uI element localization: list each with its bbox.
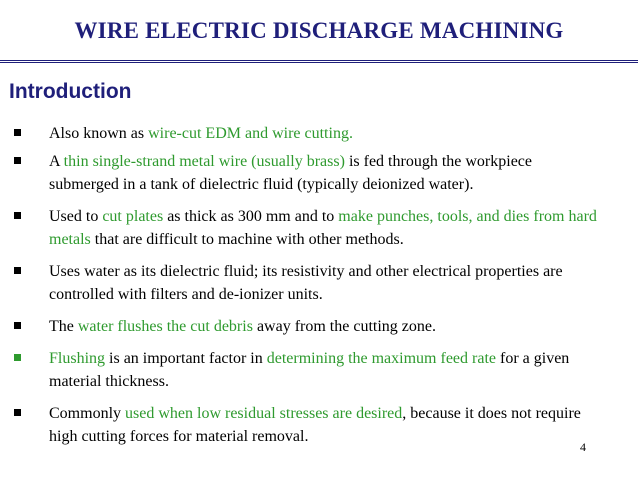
highlighted-text: water flushes the cut debris xyxy=(77,318,253,335)
highlighted-text: make punches, tools, and dies from hard metals xyxy=(49,208,597,248)
bullet-item xyxy=(0,315,638,338)
bullet-text: that are difficult to machine with other methods. xyxy=(90,231,404,248)
bullet-text: for a given material thickness. xyxy=(49,350,570,390)
bullet-item xyxy=(0,205,638,251)
bullet-text: as thick as 300 mm and to xyxy=(163,208,339,225)
bullet-item xyxy=(0,122,638,145)
bullet-item xyxy=(0,347,638,393)
square-bullet-icon xyxy=(14,354,21,361)
square-bullet-icon xyxy=(14,129,21,136)
bullet-text: A xyxy=(49,153,64,170)
bullet-item xyxy=(0,260,638,306)
bullet-text: Commonly xyxy=(49,405,126,422)
highlighted-text: Flushing xyxy=(49,350,106,367)
bullet-text: Used to xyxy=(49,208,103,225)
bullet-item xyxy=(0,150,638,196)
highlighted-text: thin single-strand metal wire (usually brass) xyxy=(63,153,345,170)
page-number: 4 xyxy=(580,440,586,454)
title-divider xyxy=(0,60,638,63)
square-bullet-icon xyxy=(14,409,21,416)
square-bullet-icon xyxy=(14,212,21,219)
square-bullet-icon xyxy=(14,157,21,164)
bullet-text: Uses water as its dielectric fluid; its resistivity and other electrical properties are controlled with filters and de-ionizer units. xyxy=(49,263,563,303)
square-bullet-icon xyxy=(14,322,21,329)
highlighted-text: determining the maximum feed rate xyxy=(266,350,496,367)
bullet-item xyxy=(0,402,638,448)
bullet-text: Also known as xyxy=(49,125,149,142)
bullet-text: The xyxy=(49,318,78,335)
bullet-text: is fed through the workpiece submerged in a tank of dielectric fluid (typically deionized water). xyxy=(49,153,532,193)
highlighted-text: wire-cut EDM and wire cutting. xyxy=(148,125,353,142)
bullet-text: away from the cutting zone. xyxy=(252,318,436,335)
highlighted-text: cut plates xyxy=(102,208,164,225)
bullet-text: , because it does not require high cutting forces for material removal. xyxy=(49,405,581,445)
highlighted-text: used when low residual stresses are desired xyxy=(125,405,403,422)
section-heading: Introduction xyxy=(9,80,132,103)
bullet-text: is an important factor in xyxy=(105,350,267,367)
square-bullet-icon xyxy=(14,267,21,274)
bullet-list xyxy=(0,122,638,457)
slide-title: WIRE ELECTRIC DISCHARGE MACHINING xyxy=(74,18,564,43)
